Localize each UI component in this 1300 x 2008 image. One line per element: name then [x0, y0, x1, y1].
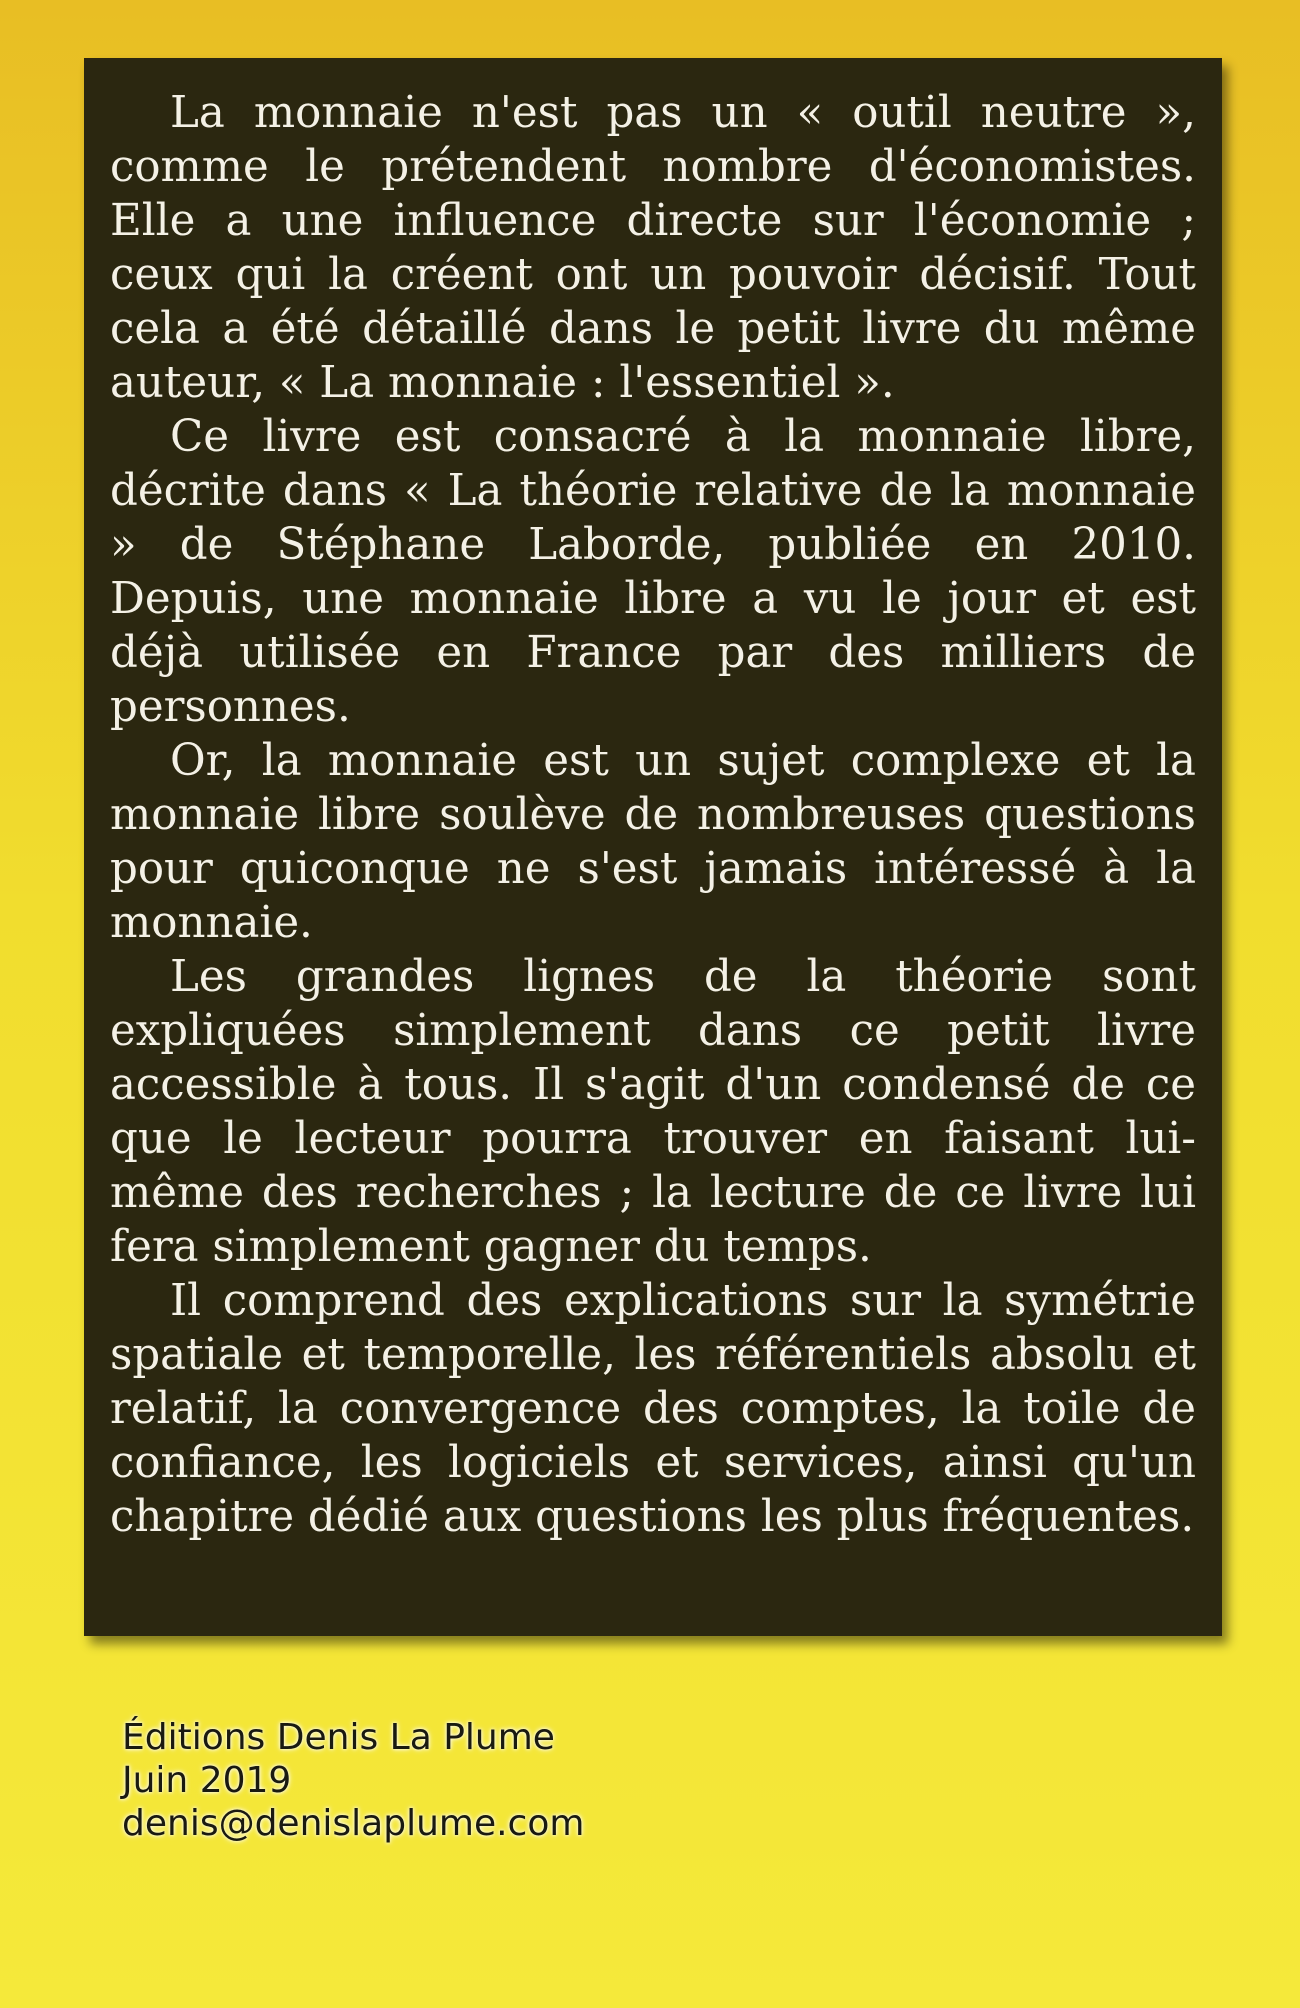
publication-date: Juin 2019	[122, 1760, 292, 1801]
blurb-panel	[84, 58, 1222, 1636]
publisher-imprint	[122, 1716, 584, 1845]
blurb-paragraph: Il comprend des explications sur la symétrie spatiale et temporelle, les référentiels absolu et relatif, la convergence des comptes, la toile de confiance, les logiciels et services, ainsi qu'un chapitre dédié aux questions les plus fréquentes.	[110, 1276, 1196, 1542]
blurb-paragraph: Les grandes lignes de la théorie sont expliquées simplement dans ce petit livre accessible à tous. Il s'agit d'un condensé de ce que le lecteur pourra trouver en faisant lui-même des recherches ; la lecture de ce livre lui fera simplement gagner du temps.	[110, 952, 1196, 1272]
blurb-paragraph: La monnaie n'est pas un « outil neutre », comme le prétendent nombre d'économistes. Elle a une influence directe sur l'économie ; ceux qui la créent ont un pouvoir décisif. Tout cela a été détaillé dans le petit livre du même auteur, « La monnaie : l'essentiel ».	[110, 88, 1196, 408]
publisher-name: Éditions Denis La Plume	[122, 1717, 555, 1758]
blurb-paragraph: Ce livre est consacré à la monnaie libre, décrite dans « La théorie relative de la monnaie » de Stéphane Laborde, publiée en 2010. Depuis, une monnaie libre a vu le jour et est déjà utilisée en France par des milliers de personnes.	[110, 412, 1196, 732]
publisher-email: denis@denislaplume.com	[122, 1803, 585, 1844]
blurb-paragraph: Or, la monnaie est un sujet complexe et la monnaie libre soulève de nombreuses questions pour quiconque ne s'est jamais intéressé à la monnaie.	[110, 736, 1196, 948]
